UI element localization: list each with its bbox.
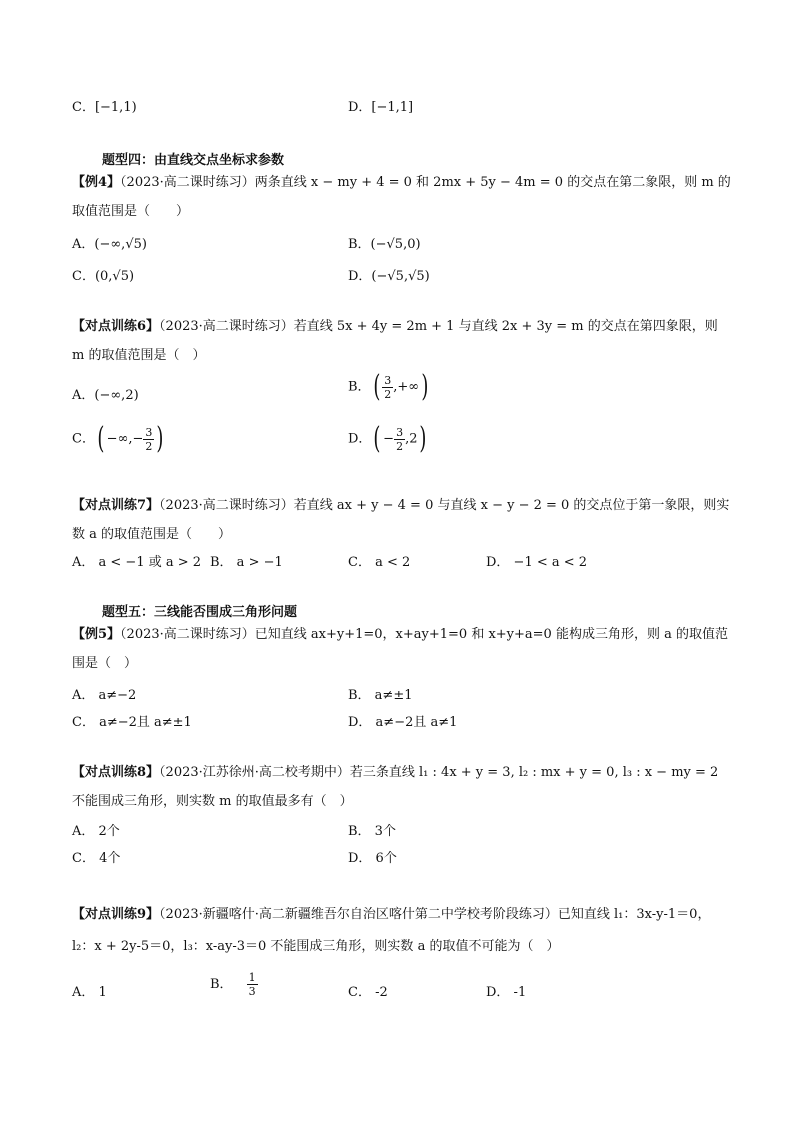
option-c[interactable]: C．[−1,1)	[72, 100, 137, 115]
option-c[interactable]: C． -2	[348, 985, 388, 1000]
option-d[interactable]: D． 6个	[348, 851, 397, 866]
option-a[interactable]: A． 2个	[72, 824, 120, 839]
option-b[interactable]: B． a≠±1	[348, 688, 413, 703]
numerator: 3	[396, 425, 404, 439]
option-d[interactable]: D． −1 < a < 2	[486, 555, 588, 570]
option-d[interactable]: D．(−√5,√5)	[348, 269, 430, 284]
option-label: B．	[210, 977, 233, 992]
option-b[interactable]: B．(−√5,0)	[348, 237, 421, 252]
question-example-4	[72, 168, 732, 226]
option-c[interactable]: C． a≠−2且 a≠±1	[72, 715, 192, 730]
option-head: −	[383, 431, 395, 447]
question-text: （2023·高二课时练习）已知直线 ax+y+1=0，x+ay+1=0 和 x+y+a=0 能构成三角形，则 a 的取值范围是（ ）	[72, 627, 728, 671]
numerator: 3	[384, 373, 392, 387]
section-title: 题型五：三线能否围成三角形问题	[102, 605, 298, 620]
option-label: C．	[72, 431, 95, 447]
paren-right: )	[419, 421, 427, 456]
fraction	[382, 375, 393, 400]
paren-left: (	[373, 421, 381, 456]
option-c[interactable]: C．(0,√5)	[72, 269, 135, 284]
option-tail: ,+∞	[393, 379, 420, 395]
question-tag: 【例5】	[72, 627, 121, 642]
question-training-7	[72, 491, 732, 549]
fraction	[247, 972, 258, 997]
option-b[interactable]: B． 3个	[348, 824, 396, 839]
question-text: （2023·江苏徐州·高二校考期中）若三条直线 l₁ : 4x + y = 3, l₂ : mx + y = 0, l₃ : x − my = 2 不能围成三角形，则实数 m 的取值最多有（ ）	[72, 765, 719, 809]
option-a[interactable]: A．(−∞,√5)	[72, 237, 147, 252]
option-d[interactable]	[348, 421, 429, 456]
option-b[interactable]: B． a > −1	[210, 555, 283, 570]
paren-right: )	[156, 421, 164, 456]
option-c[interactable]: C． a < 2	[348, 555, 411, 570]
option-d[interactable]: D． a≠−2且 a≠1	[348, 715, 458, 730]
option-label: D．	[348, 431, 372, 447]
question-tag: 【对点训练6】	[72, 319, 160, 334]
question-text: （2023·高二课时练习）若直线 ax + y − 4 = 0 与直线 x − y − 2 = 0 的交点位于第一象限，则实数 a 的取值范围是（ ）	[72, 498, 730, 542]
paren-left: (	[372, 369, 380, 404]
denominator: 2	[145, 439, 153, 453]
fraction	[143, 427, 154, 452]
question-training-6	[72, 312, 732, 370]
question-tag: 【对点训练7】	[72, 498, 160, 513]
denominator: 3	[248, 985, 256, 998]
denominator: 2	[384, 387, 392, 401]
option-a[interactable]: A．(−∞,2)	[72, 388, 139, 403]
denominator: 2	[396, 439, 404, 453]
question-text: （2023·新疆喀什·高二新疆维吾尔自治区喀什第二中学校考阶段练习）已知直线 l₁：3x-y-1＝0，l₂：x + 2y-5＝0，l₃：x-ay-3＝0 不能围成三角形，则实数 a 的取值不可能为（ ）	[72, 907, 711, 954]
option-c[interactable]: C． 4个	[72, 851, 121, 866]
option-d[interactable]: D．[−1,1]	[348, 100, 414, 115]
numerator: 3	[145, 425, 153, 439]
option-c[interactable]	[72, 421, 166, 456]
paren-right: )	[421, 369, 429, 404]
numerator: 1	[248, 971, 256, 984]
question-tag: 【对点训练9】	[72, 907, 160, 922]
question-example-5	[72, 620, 732, 678]
option-b[interactable]	[210, 972, 258, 997]
option-tail: ,2	[405, 431, 418, 447]
question-tag: 【对点训练8】	[72, 765, 160, 780]
option-a[interactable]: A． 1	[72, 985, 107, 1000]
question-tag: 【例4】	[72, 175, 121, 190]
question-training-8	[72, 758, 732, 816]
option-d[interactable]: D． -1	[486, 985, 527, 1000]
option-a[interactable]: A． a < −1 或 a > 2	[72, 555, 202, 570]
section-title: 题型四：由直线交点坐标求参数	[102, 153, 285, 168]
option-b[interactable]	[348, 369, 431, 404]
option-a[interactable]: A． a≠−2	[72, 688, 137, 703]
paren-left: (	[97, 421, 105, 456]
fraction	[394, 427, 405, 452]
option-label: B．	[348, 379, 371, 395]
option-head: −∞,−	[106, 431, 144, 447]
question-training-9	[72, 899, 732, 963]
question-text: （2023·高二课时练习）两条直线 x − my + 4 = 0 和 2mx + 5y − 4m = 0 的交点在第二象限，则 m 的取值范围是（ ）	[72, 175, 731, 219]
question-text: （2023·高二课时练习）若直线 5x + 4y = 2m + 1 与直线 2x + 3y = m 的交点在第四象限，则 m 的取值范围是（ ）	[72, 319, 718, 363]
